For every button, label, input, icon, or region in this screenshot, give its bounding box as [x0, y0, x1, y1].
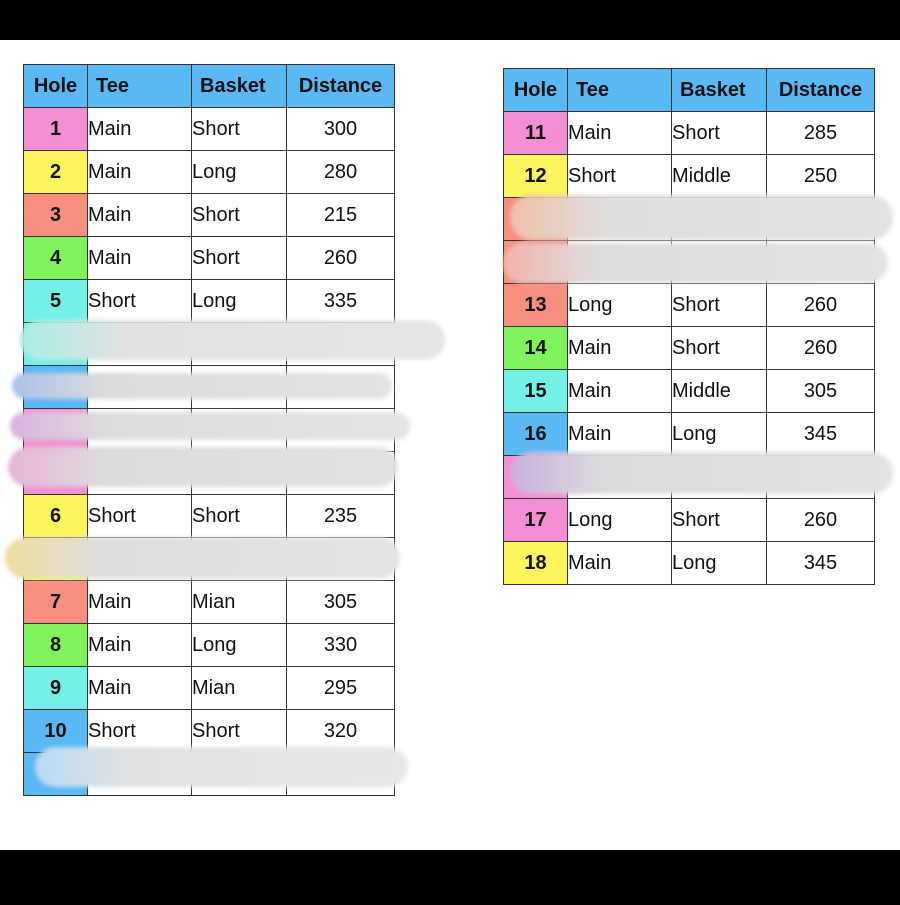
distance-cell: 235 — [287, 495, 395, 538]
distance-cell: 345 — [767, 413, 875, 456]
hole-cell: 9 — [24, 667, 88, 710]
basket-cell: Short — [192, 194, 287, 237]
distance-cell: 305 — [767, 370, 875, 413]
table-row — [24, 624, 395, 667]
tee-cell: Main — [88, 151, 192, 194]
header-basket: Basket — [672, 69, 767, 112]
distance-cell: 285 — [767, 112, 875, 155]
hole-cell: 3 — [24, 194, 88, 237]
basket-cell: Middle — [672, 370, 767, 413]
basket-cell: Long — [192, 624, 287, 667]
header-hole: Hole — [504, 69, 568, 112]
hole-cell: 12 — [504, 155, 568, 198]
basket-cell: Short — [192, 710, 287, 753]
redaction-blur — [503, 243, 888, 283]
basket-cell: Long — [672, 542, 767, 585]
table-header-row — [24, 65, 395, 108]
basket-cell: Short — [672, 112, 767, 155]
tee-cell: Main — [568, 112, 672, 155]
distance-cell: 305 — [287, 581, 395, 624]
tee-cell: Main — [88, 581, 192, 624]
distance-cell: 260 — [287, 237, 395, 280]
distance-cell: 260 — [767, 327, 875, 370]
header-distance: Distance — [287, 65, 395, 108]
table-row — [504, 370, 875, 413]
table-header-row — [504, 69, 875, 112]
tee-cell: Main — [568, 327, 672, 370]
document-sheet — [0, 40, 900, 850]
distance-cell: 330 — [287, 624, 395, 667]
table-row — [24, 108, 395, 151]
hole-cell: 14 — [504, 327, 568, 370]
basket-cell: Short — [672, 499, 767, 542]
holes-table-right — [503, 68, 875, 585]
hole-cell: 7 — [24, 581, 88, 624]
redaction-blur — [510, 452, 893, 494]
basket-cell: Short — [672, 327, 767, 370]
redaction-blur — [12, 373, 392, 399]
hole-cell: 4 — [24, 237, 88, 280]
table-row — [24, 151, 395, 194]
header-distance: Distance — [767, 69, 875, 112]
hole-cell: 13 — [504, 284, 568, 327]
distance-cell: 335 — [287, 280, 395, 323]
basket-cell: Middle — [672, 155, 767, 198]
tee-cell: Main — [88, 667, 192, 710]
table-row — [24, 280, 395, 323]
hole-cell: 2 — [24, 151, 88, 194]
redaction-blur — [35, 747, 408, 787]
basket-cell: Short — [192, 237, 287, 280]
table-row — [504, 499, 875, 542]
header-tee: Tee — [568, 69, 672, 112]
hole-cell: 11 — [504, 112, 568, 155]
hole-cell: 18 — [504, 542, 568, 585]
distance-cell: 260 — [767, 499, 875, 542]
basket-cell: Short — [672, 284, 767, 327]
basket-cell: Long — [192, 151, 287, 194]
distance-cell: 295 — [287, 667, 395, 710]
hole-cell: 1 — [24, 108, 88, 151]
basket-cell: Short — [192, 495, 287, 538]
basket-cell: Mian — [192, 667, 287, 710]
tee-cell: Long — [568, 284, 672, 327]
tee-cell: Long — [568, 499, 672, 542]
distance-cell: 300 — [287, 108, 395, 151]
header-hole: Hole — [24, 65, 88, 108]
distance-cell: 345 — [767, 542, 875, 585]
table-row — [24, 667, 395, 710]
basket-cell: Long — [672, 413, 767, 456]
table-row — [504, 284, 875, 327]
header-basket: Basket — [192, 65, 287, 108]
hole-cell: 10 — [24, 710, 88, 753]
basket-cell: Long — [192, 280, 287, 323]
table-row — [24, 237, 395, 280]
redaction-blur — [5, 537, 400, 579]
table-row — [504, 112, 875, 155]
tee-cell: Short — [88, 280, 192, 323]
hole-cell: 15 — [504, 370, 568, 413]
tee-cell: Short — [88, 495, 192, 538]
tee-cell: Main — [568, 542, 672, 585]
table-row — [504, 542, 875, 585]
redaction-blur — [10, 412, 410, 440]
redaction-blur — [20, 320, 445, 360]
distance-cell: 250 — [767, 155, 875, 198]
tee-cell: Main — [88, 194, 192, 237]
header-tee: Tee — [88, 65, 192, 108]
tee-cell: Main — [88, 237, 192, 280]
redaction-blur — [510, 195, 893, 240]
distance-cell: 320 — [287, 710, 395, 753]
tee-cell: Main — [88, 624, 192, 667]
basket-cell: Mian — [192, 581, 287, 624]
basket-cell: Short — [192, 108, 287, 151]
hole-cell: 16 — [504, 413, 568, 456]
table-row — [24, 581, 395, 624]
table-row — [504, 413, 875, 456]
tee-cell: Main — [568, 413, 672, 456]
hole-cell: 8 — [24, 624, 88, 667]
table-row — [24, 194, 395, 237]
hole-cell: 17 — [504, 499, 568, 542]
tee-cell: Short — [568, 155, 672, 198]
tee-cell: Short — [88, 710, 192, 753]
redaction-blur — [8, 447, 398, 487]
hole-cell: 5 — [24, 280, 88, 323]
distance-cell: 215 — [287, 194, 395, 237]
table-row — [504, 327, 875, 370]
distance-cell: 260 — [767, 284, 875, 327]
table-row — [24, 495, 395, 538]
distance-cell: 280 — [287, 151, 395, 194]
tee-cell: Main — [568, 370, 672, 413]
tee-cell: Main — [88, 108, 192, 151]
table-row — [504, 155, 875, 198]
hole-cell: 6 — [24, 495, 88, 538]
